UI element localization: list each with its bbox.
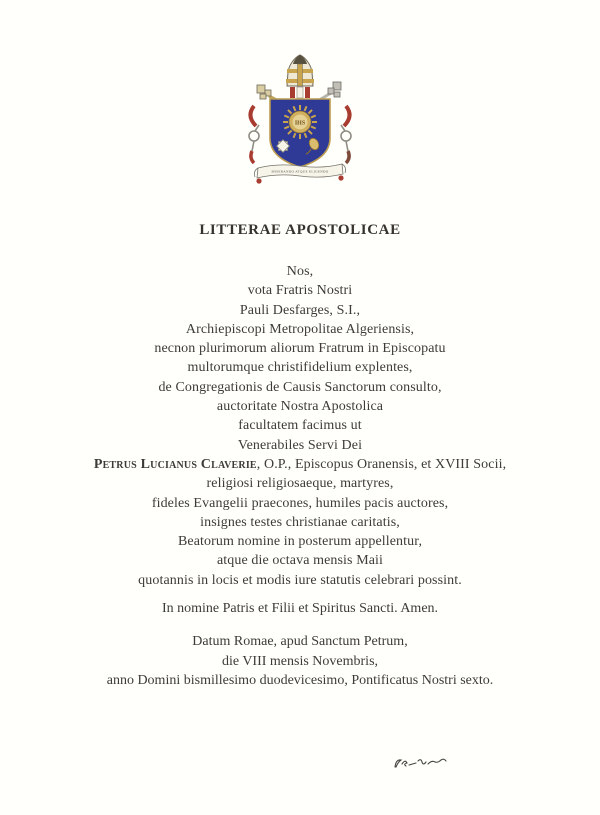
text-line: auctoritate Nostra Apostolica bbox=[216, 399, 384, 415]
key-bow-left-icon bbox=[249, 125, 259, 151]
key-bow-right-icon bbox=[341, 125, 351, 151]
text-line: die VIII mensis Novembris, bbox=[221, 653, 379, 669]
beatus-name-rest: , O.P., Episcopus Oranensis, et XVIII Socii, bbox=[256, 456, 507, 472]
star-icon bbox=[277, 140, 290, 153]
text-line: necnon plurimorum aliorum Fratrum in Episcopatu bbox=[154, 341, 446, 357]
text-line: vota Fratris Nostri bbox=[247, 283, 353, 299]
datum-block bbox=[0, 632, 600, 690]
text-line: religiosi religiosaeque, martyres, bbox=[206, 476, 394, 492]
text-line: Datum Romae, apud Sanctum Petrum, bbox=[192, 634, 408, 650]
motto-scroll bbox=[254, 164, 345, 184]
ihs-monogram: IHS bbox=[294, 120, 306, 127]
red-cord-left bbox=[250, 106, 256, 126]
text-line: anno Domini bismillesimo duodevicesimo, Pontificatus Nostri sexto. bbox=[106, 672, 494, 688]
motto-text: MISERANDO ATQUE ELIGENDO bbox=[271, 169, 329, 174]
text-line: atque die octava mensis Maii bbox=[216, 553, 384, 569]
text-line: multorumque christifidelium explentes, bbox=[187, 360, 413, 376]
red-cord-right bbox=[344, 106, 350, 126]
mitre-icon bbox=[286, 55, 314, 98]
text-line: Venerabiles Servi Dei bbox=[237, 437, 363, 453]
text-line: Archiepiscopi Metropolitae Algeriensis, bbox=[185, 321, 415, 337]
text-line: insignes testes christianae caritatis, bbox=[200, 514, 400, 530]
text-line: de Congregationis de Causis Sanctorum consulto, bbox=[158, 379, 442, 395]
red-tassel-left bbox=[251, 151, 254, 163]
red-tassel-right bbox=[346, 151, 349, 163]
beatus-name: Petrus Lucianus Claverie bbox=[93, 456, 257, 472]
text-line: Nos, bbox=[286, 264, 314, 279]
papal-signature-icon bbox=[392, 753, 454, 775]
text-line: Pauli Desfarges, S.I., bbox=[239, 302, 361, 318]
document-page bbox=[0, 52, 600, 815]
text-line: fideles Evangelii praecones, humiles pacis auctores, bbox=[151, 495, 449, 511]
invocation-line: In nomine Patris et Filii et Spiritus Sancti. Amen. bbox=[161, 601, 439, 617]
decree-text bbox=[0, 262, 600, 590]
text-line: Beatorum nomine in posterum appellentur, bbox=[177, 534, 423, 550]
text-line-beati-names bbox=[0, 455, 600, 474]
document-title: LITTERAE APOSTOLICAE bbox=[199, 222, 401, 238]
text-line: facultatem facimus ut bbox=[238, 418, 362, 434]
papal-coat-of-arms-icon bbox=[238, 52, 362, 200]
text-line: quotannis in locis et modis iure statutis celebrari possint. bbox=[138, 572, 462, 588]
